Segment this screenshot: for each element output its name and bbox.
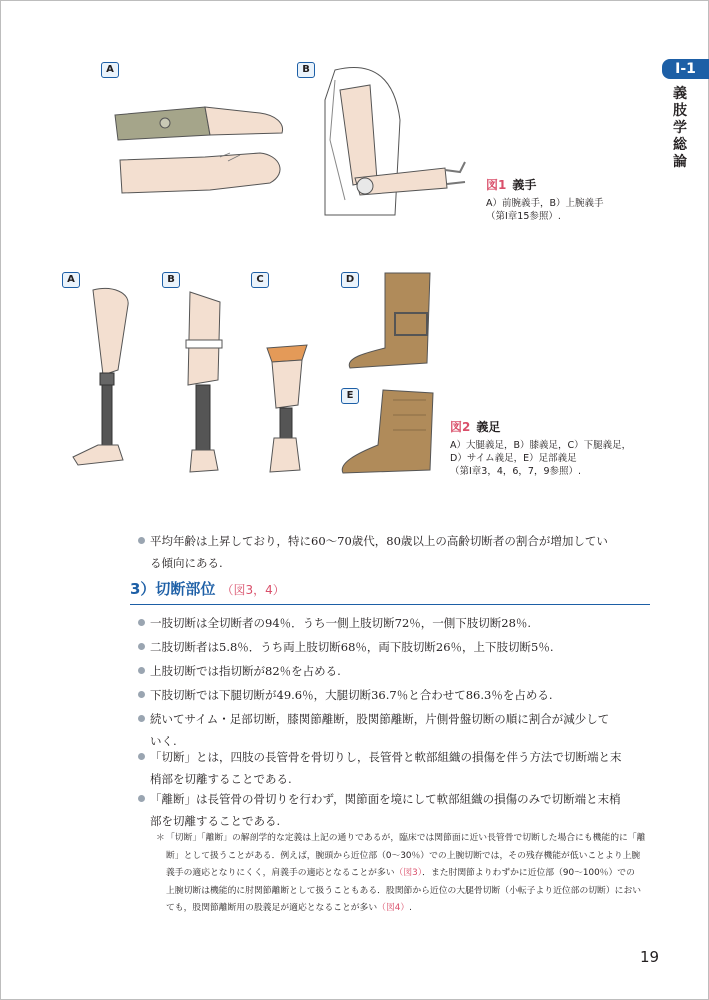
- footnote-line5-a: ても，股関節離断用の股義足が適応となることが多い: [166, 903, 378, 913]
- bullet-dot: [138, 753, 145, 760]
- fig2-caption-line3: （第Ⅰ章3，4，6，7，9参照）.: [450, 466, 582, 477]
- intro-bullet: [150, 530, 650, 574]
- bullet-dot: [138, 537, 145, 544]
- list-item: [150, 660, 650, 682]
- list-item: [150, 612, 650, 634]
- section-title: 3）切断部位: [130, 580, 216, 598]
- fig2-title: 義足: [476, 420, 501, 434]
- footnote-line1: 「切断」「離断」の解剖学的な定義は上記の通りであるが，臨床では関節面に近い長管骨で切断した場合にも機能的に「離: [166, 833, 646, 843]
- footnote-line3-b: ．また肘関節よりわずかに近位部（90～100％）での: [422, 868, 635, 878]
- bullet-line: 続いてサイム・足部切断，膝関節離断，股関節離断，片側骨盤切断の順に割合が減少して: [150, 712, 610, 726]
- fig2-label-c: C: [251, 272, 269, 288]
- transtibial-prosthesis-illustration: [262, 340, 312, 475]
- bullet-line: 一肢切断は全切断者の94％．うち一側上肢切断72％，一側下肢切断28％.: [150, 616, 532, 630]
- syme-prosthesis-illustration: [345, 268, 440, 378]
- footnote-line2: 断」として扱うことがある．例えば，腕頭から近位部（0～30％）での上腕切断では，その残存機能が低いことより上腕: [166, 850, 641, 861]
- footnote-line3: [166, 865, 648, 883]
- knee-disarticulation-prosthesis-illustration: [180, 290, 230, 475]
- fig2-caption-line1: A）大腿義足，B）膝義足，C）下腿義足，: [450, 440, 632, 451]
- bullet-line: 「離断」は長管骨の骨切りを行わず，関節面を境にして軟部組織の損傷のみで切断端と末梢: [150, 792, 621, 806]
- fig1-label-b: B: [297, 62, 315, 78]
- page-number: 19: [640, 948, 660, 966]
- footnote-line5-b: .: [409, 903, 412, 913]
- bullet-dot: [138, 691, 145, 698]
- intro-bullet-line1: 平均年齢は上昇しており，特に60～70歳代，80歳以上の高齢切断者の割合が増加してい: [150, 534, 608, 548]
- footnote-line3-a: 義手の適応となりにくく，肩義手の適応となることが多い: [166, 868, 395, 878]
- fig1-title: 義手: [512, 178, 537, 192]
- list-item: [150, 788, 650, 832]
- bullet-line: いく.: [150, 734, 177, 748]
- fig2-number: 図2: [450, 420, 471, 434]
- fig2-label-d: D: [341, 272, 359, 288]
- bullet-line: 梢部を切離することである.: [150, 772, 292, 786]
- chapter-title: 義肢学総論: [673, 86, 687, 170]
- section-figure-ref: （図3，4）: [221, 583, 285, 597]
- bullet-dot: [138, 667, 145, 674]
- section-heading: [130, 578, 650, 605]
- footnote-line5: [166, 900, 648, 918]
- forearm-prosthesis-illustration: [110, 95, 290, 215]
- chapter-tab: I-1: [662, 59, 709, 79]
- bullet-line: 「切断」とは，四肢の長管骨を骨切りし，長管骨と軟部組織の損傷を伴う方法で切断端と末: [150, 750, 622, 764]
- list-item: [150, 684, 650, 706]
- fig1-number: 図1: [486, 178, 507, 192]
- fig2-label-b: B: [162, 272, 180, 288]
- footnote-fig4-ref: （図4）: [377, 903, 410, 913]
- transfemoral-prosthesis-illustration: [68, 285, 138, 475]
- bullet-dot: [138, 619, 145, 626]
- bullet-line: 下肢切断では下腿切断が49.6％，大腿切断36.7％と合わせて86.3％を占める.: [150, 688, 553, 702]
- footnote-marker: ＊: [156, 833, 165, 843]
- bullet-dot: [138, 795, 145, 802]
- footnote-fig3-ref: （図3）: [394, 868, 423, 878]
- fig2-label-a: A: [62, 272, 80, 288]
- footnote-line4: 上腕切断は機能的に肘関節離断として扱うこともある．股関節から近位の大腿骨切断（小転子より近位部の切断）におい: [166, 885, 642, 896]
- fig1-caption-line2: （第Ⅰ章15参照）.: [486, 211, 561, 222]
- bullet-dot: [138, 715, 145, 722]
- bullet-dot: [138, 643, 145, 650]
- fig2-label-e: E: [341, 388, 359, 404]
- fig1-caption: [486, 176, 604, 223]
- fig2-caption-line2: D）サイム義足，E）足部義足: [450, 453, 577, 464]
- bullet-line: 部を切離することである.: [150, 814, 281, 828]
- fig2-caption: [450, 418, 631, 478]
- list-item: [150, 746, 650, 790]
- footnote: [156, 830, 648, 918]
- partial-foot-prosthesis-illustration: [338, 385, 438, 475]
- bullet-line: 二肢切断者は5.8％．うち両上肢切断68％，両下肢切断26％，上下肢切断5％.: [150, 640, 554, 654]
- list-item: [150, 636, 650, 658]
- fig1-label-a: A: [101, 62, 119, 78]
- intro-bullet-line2: る傾向にある.: [150, 556, 223, 570]
- fig1-caption-line1: A）前腕義手，B）上腕義手: [486, 198, 604, 209]
- upper-arm-prosthesis-illustration: [315, 60, 475, 220]
- bullet-line: 上肢切断では指切断が82％を占める.: [150, 664, 341, 678]
